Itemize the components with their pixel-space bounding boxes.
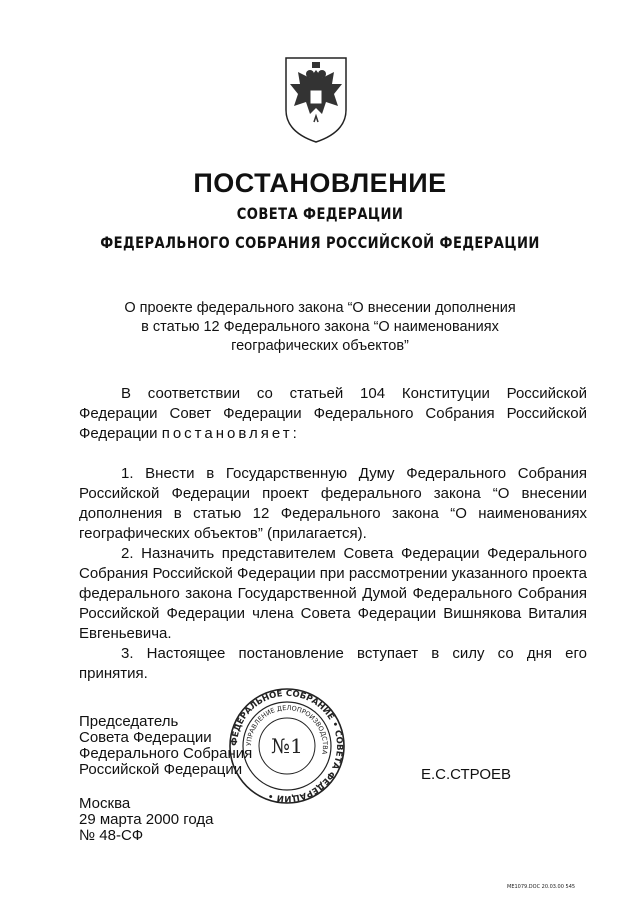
official-seal-stamp xyxy=(228,687,346,805)
svg-text:УПРАВЛЕНИЕ ДЕЛОПРОИЗВОДСТВА: УПРАВЛЕНИЕ ДЕЛОПРОИЗВОДСТВА xyxy=(244,703,330,755)
coat-of-arms-emblem xyxy=(276,50,356,146)
signatory-line: Российской Федерации xyxy=(79,761,243,778)
issuing-body-line2: ФЕДЕРАЛЬНОГО СОБРАНИЯ РОССИЙСКОЙ ФЕДЕРАЦИИ xyxy=(100,233,540,252)
document-city: Москва xyxy=(79,795,131,812)
signatory-name: Е.С.СТРОЕВ xyxy=(421,766,512,783)
document-date: 29 марта 2000 года xyxy=(79,811,214,828)
subject-line: в статью 12 Федерального закона “О наименованиях xyxy=(141,319,499,335)
signatory-line: Председатель xyxy=(79,713,179,730)
signatory-title xyxy=(79,714,252,778)
place-date-number xyxy=(79,796,214,844)
issuing-body-line1: СОВЕТА ФЕДЕРАЦИИ xyxy=(236,204,404,223)
item-paragraph: 3. Настоящее постановление вступает в силу со дня его принятия. xyxy=(79,645,587,682)
signatory-line: Федерального Собрания xyxy=(79,745,253,762)
document-number: № 48-СФ xyxy=(79,827,144,844)
document-subject xyxy=(60,299,580,356)
item-paragraph: 2. Назначить представителем Совета Федерации Федерального Собрания Российской Федерации при рассмотрении указанного проекта федерального закона Государственной Думой Федерального Собрания Российской Федерации члена Совета Федерации Вишнякова Виталия Евгеньевича. xyxy=(79,545,587,642)
document-title: ПОСТАНОВЛЕНИЕ xyxy=(193,168,447,198)
preamble-text: В соответствии со статьей 104 Конституции Российской Федерации Совет Федерации Федерального Собрания Российской Федерации xyxy=(79,385,587,442)
document-body xyxy=(79,384,587,684)
item-paragraph: 1. Внести в Государственную Думу Федерального Собрания Российской Федерации проект федерального закона “О внесении дополнения в статью 12 Федерального закона “О наименованиях географических объектов” (прилагается). xyxy=(79,465,587,542)
svg-text:ФЕДЕРАЛЬНОЕ СОБРАНИЕ • СОВЕТА: ФЕДЕРАЛЬНОЕ СОБРАНИЕ • СОВЕТА ФЕДЕРАЦИИ • xyxy=(229,688,345,804)
preamble-verb: постановляет: xyxy=(161,425,300,442)
footer-file-code: ME1079.DOC 20.03.00 545 xyxy=(507,884,576,890)
subject-line: географических объектов” xyxy=(231,338,409,354)
signatory-line: Совета Федерации xyxy=(79,729,212,746)
subject-line: О проекте федерального закона “О внесении дополнения xyxy=(124,300,516,316)
svg-text:№1: №1 xyxy=(271,734,303,758)
preamble-paragraph xyxy=(79,384,587,444)
